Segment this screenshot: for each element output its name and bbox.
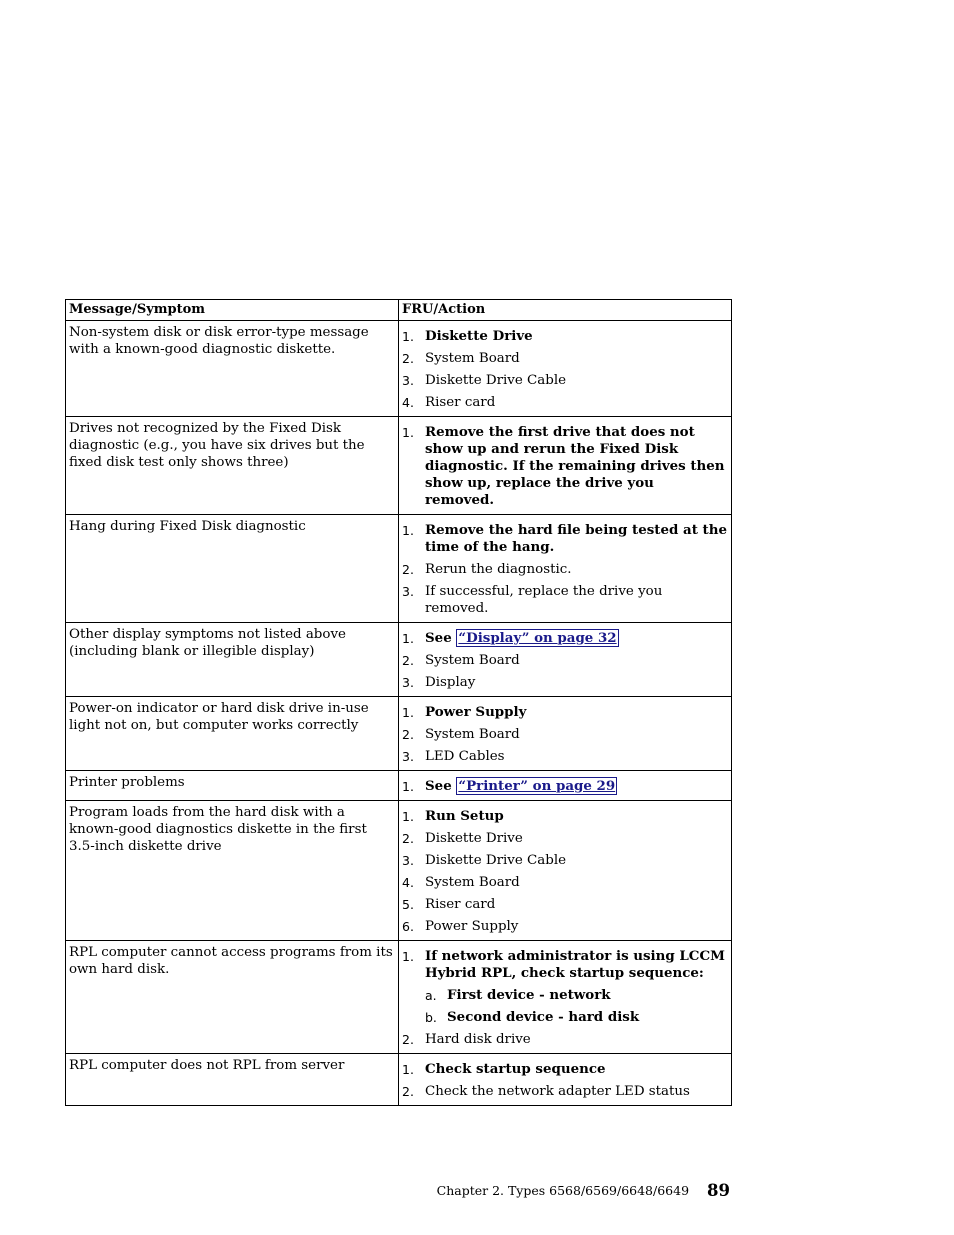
action-text: Riser card	[425, 395, 496, 410]
action-item	[402, 583, 727, 617]
symptom-cell: Hang during Fixed Disk diagnostic	[66, 515, 399, 623]
action-number: 1.	[402, 779, 414, 794]
action-text: LED Cables	[425, 749, 505, 764]
table-row	[66, 941, 732, 1054]
action-list	[402, 1061, 727, 1100]
action-text: Power Supply	[425, 704, 527, 720]
action-item	[402, 1083, 727, 1100]
action-cell	[399, 417, 732, 515]
action-list	[402, 522, 727, 617]
action-text: Diskette Drive Cable	[425, 853, 567, 868]
action-number: 2.	[402, 831, 414, 846]
action-cell	[399, 1054, 732, 1106]
action-list	[402, 948, 727, 1048]
action-number: 1.	[402, 1062, 414, 1077]
action-text: Riser card	[425, 897, 496, 912]
symptom-cell: Printer problems	[66, 771, 399, 801]
action-item	[402, 852, 727, 869]
sub-action-text: Second device - hard disk	[447, 1009, 640, 1025]
action-number: 1.	[402, 809, 414, 824]
action-item	[402, 424, 727, 509]
table-row	[66, 623, 732, 697]
table-header-row	[66, 300, 732, 321]
table-row	[66, 1054, 732, 1106]
symptom-cell: Non-system disk or disk error-type message with a known-good diagnostic diskette.	[66, 321, 399, 417]
action-text: Remove the first drive that does not show up and rerun the Fixed Disk diagnostic. If the remaining drives then show up, replace the drive you removed.	[425, 424, 725, 508]
action-cell	[399, 941, 732, 1054]
action-text: Run Setup	[425, 808, 504, 824]
action-item	[402, 522, 727, 556]
action-item	[402, 918, 727, 935]
sub-action-item	[425, 1009, 727, 1026]
action-number: 2.	[402, 653, 414, 668]
action-number: 2.	[402, 727, 414, 742]
table-row	[66, 321, 732, 417]
action-text: Power Supply	[425, 919, 519, 934]
action-item	[402, 830, 727, 847]
action-item	[402, 372, 727, 389]
sub-action-text: First device - network	[447, 987, 611, 1003]
action-item	[402, 704, 727, 721]
table-row	[66, 515, 732, 623]
action-number: 2.	[402, 1032, 414, 1047]
action-text: See	[425, 630, 457, 646]
action-number: 2.	[402, 351, 414, 366]
action-text: If successful, replace the drive you removed.	[425, 584, 663, 616]
action-text: Diskette Drive	[425, 831, 523, 846]
action-number: 3.	[402, 749, 414, 764]
symptom-cell: RPL computer cannot access programs from its own hard disk.	[66, 941, 399, 1054]
action-number: 2.	[402, 562, 414, 577]
action-text: Check the network adapter LED status	[425, 1084, 690, 1099]
action-number: 1.	[402, 705, 414, 720]
action-item	[402, 748, 727, 765]
action-list	[402, 778, 727, 795]
action-item	[402, 561, 727, 578]
action-item	[402, 350, 727, 367]
action-number: 3.	[402, 853, 414, 868]
action-text: System Board	[425, 875, 520, 890]
action-list	[402, 704, 727, 765]
action-text: Diskette Drive Cable	[425, 373, 567, 388]
action-cell	[399, 771, 732, 801]
action-text: Remove the hard file being tested at the time of the hang.	[425, 522, 727, 555]
action-item	[402, 778, 727, 795]
action-text: Hard disk drive	[425, 1032, 531, 1047]
action-list	[402, 424, 727, 509]
action-item	[402, 874, 727, 891]
action-text: If network administrator is using LCCM Hybrid RPL, check startup sequence:	[425, 948, 725, 981]
action-text: Display	[425, 675, 476, 690]
action-number: 3.	[402, 373, 414, 388]
header-message-symptom: Message/Symptom	[66, 300, 399, 321]
action-item	[402, 1061, 727, 1078]
sub-action-item	[425, 987, 727, 1004]
cross-reference-link[interactable]: “Display” on page 32	[458, 630, 617, 646]
action-number: 6.	[402, 919, 414, 934]
action-number: 4.	[402, 875, 414, 890]
action-cell	[399, 801, 732, 941]
table-row	[66, 801, 732, 941]
action-item	[402, 1031, 727, 1048]
action-item	[402, 948, 727, 1026]
action-item	[402, 896, 727, 913]
action-text: See	[425, 778, 457, 794]
action-text: System Board	[425, 351, 520, 366]
table-body	[66, 321, 732, 1106]
action-cell	[399, 697, 732, 771]
action-number: 5.	[402, 897, 414, 912]
table-row	[66, 417, 732, 515]
action-cell	[399, 623, 732, 697]
action-cell	[399, 515, 732, 623]
table-row	[66, 771, 732, 801]
action-number: 2.	[402, 1084, 414, 1099]
action-item	[402, 630, 727, 647]
sub-action-list	[425, 987, 727, 1026]
action-number: 1.	[402, 949, 414, 964]
action-text: Rerun the diagnostic.	[425, 562, 572, 577]
symptom-cell: Other display symptoms not listed above (including blank or illegible display)	[66, 623, 399, 697]
table-row	[66, 697, 732, 771]
action-item	[402, 394, 727, 411]
symptom-cell: RPL computer does not RPL from server	[66, 1054, 399, 1106]
action-list	[402, 328, 727, 411]
action-number: 3.	[402, 584, 414, 599]
action-number: 1.	[402, 631, 414, 646]
symptom-cell: Drives not recognized by the Fixed Disk diagnostic (e.g., you have six drives but the fixed disk test only shows three)	[66, 417, 399, 515]
symptom-cell: Power-on indicator or hard disk drive in-use light not on, but computer works correctly	[66, 697, 399, 771]
action-item	[402, 652, 727, 669]
chapter-title: Chapter 2. Types 6568/6569/6648/6649	[436, 1183, 690, 1198]
symptom-cell: Program loads from the hard disk with a known-good diagnostics diskette in the first 3.5-inch diskette drive	[66, 801, 399, 941]
action-number: 4.	[402, 395, 414, 410]
action-number: 1.	[402, 425, 414, 440]
sub-action-letter: b.	[425, 1010, 437, 1025]
action-item	[402, 328, 727, 345]
sub-action-letter: a.	[425, 988, 437, 1003]
action-cell	[399, 321, 732, 417]
action-list	[402, 630, 727, 691]
action-text: System Board	[425, 653, 520, 668]
action-item	[402, 674, 727, 691]
action-text: System Board	[425, 727, 520, 742]
action-item	[402, 726, 727, 743]
action-text: Diskette Drive	[425, 328, 533, 344]
cross-reference-link[interactable]: “Printer” on page 29	[458, 778, 616, 794]
action-number: 1.	[402, 523, 414, 538]
header-fru-action: FRU/Action	[399, 300, 732, 321]
action-number: 1.	[402, 329, 414, 344]
action-item	[402, 808, 727, 825]
action-text: Check startup sequence	[425, 1061, 606, 1077]
action-list	[402, 808, 727, 935]
page-footer	[437, 1180, 730, 1199]
fru-table	[65, 299, 732, 1106]
action-number: 3.	[402, 675, 414, 690]
page-number: 89	[707, 1181, 730, 1200]
